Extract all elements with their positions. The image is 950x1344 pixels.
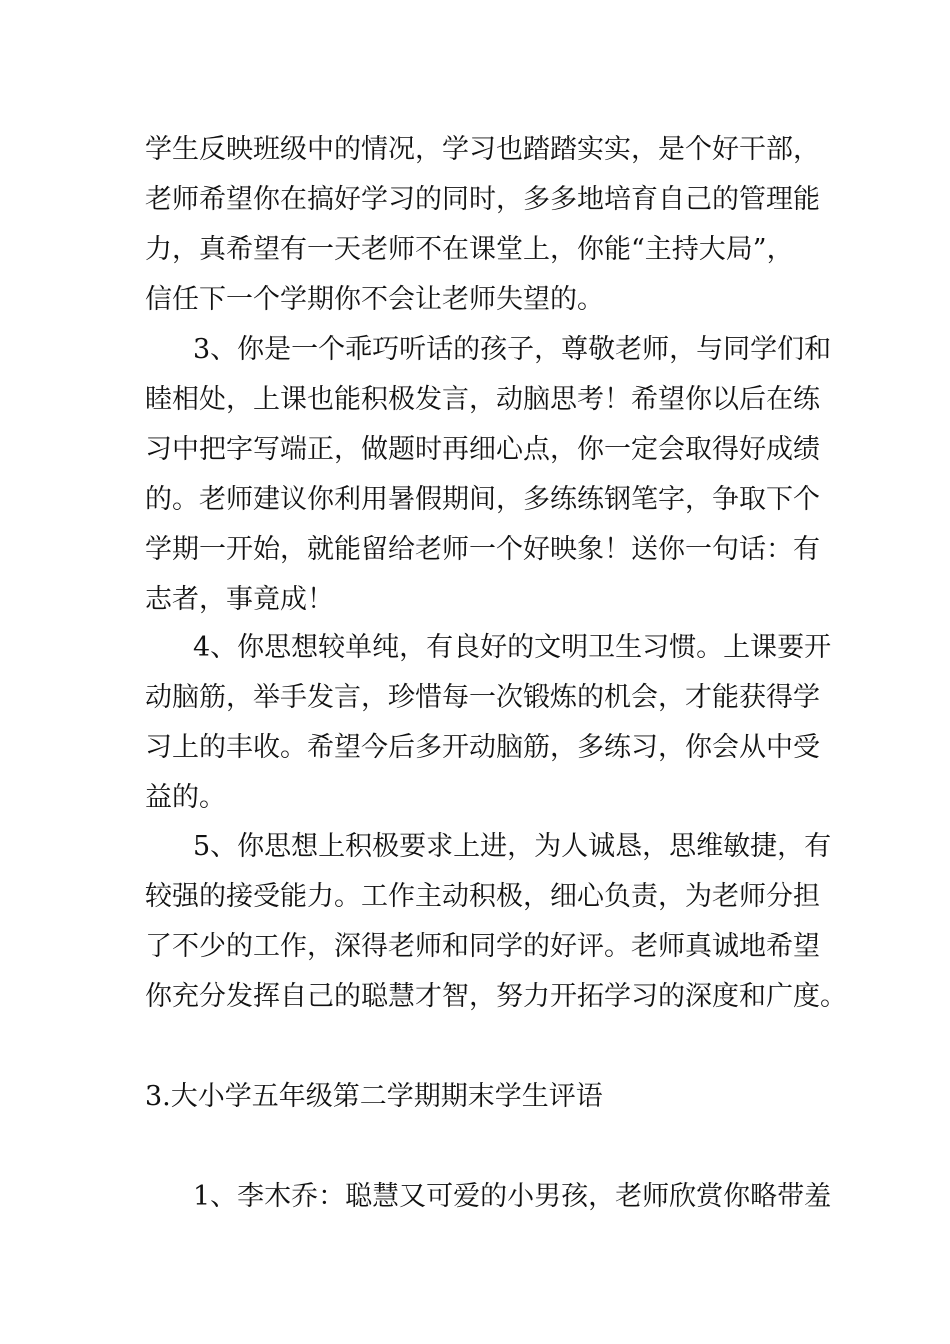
- paragraph-1-start: 1、李木乔：聪慧又可爱的小男孩，老师欣赏你略带羞: [193, 1181, 832, 1212]
- text-line: 学期一开始，就能留给老师一个好映象！送你一句话：有: [145, 534, 820, 565]
- text-line: 力，真希望有一天老师不在课堂上，你能“主持大局”，: [145, 234, 794, 265]
- text-line: 较强的接受能力。工作主动积极，细心负责，为老师分担: [145, 881, 820, 912]
- text-line: 信任下一个学期你不会让老师失望的。: [145, 284, 604, 315]
- text-line: 志者，事竟成！: [145, 584, 334, 615]
- text-line: 学生反映班级中的情况，学习也踏踏实实，是个好干部，: [145, 134, 820, 165]
- text-line: 益的。: [145, 782, 226, 813]
- text-line: 的。老师建议你利用暑假期间，多练练钢笔字，争取下个: [145, 484, 820, 515]
- paragraph-4-start: 4、你思想较单纯，有良好的文明卫生习惯。上课要开: [193, 632, 832, 663]
- text-line: 睦相处，上课也能积极发言，动脑思考！希望你以后在练: [145, 384, 820, 415]
- text-line: 习上的丰收。希望今后多开动脑筋，多练习，你会从中受: [145, 732, 820, 763]
- text-line: 了不少的工作，深得老师和同学的好评。老师真诚地希望: [145, 931, 820, 962]
- paragraph-3-start: 3、你是一个乖巧听话的孩子，尊敬老师，与同学们和: [193, 334, 832, 365]
- text-line: 你充分发挥自己的聪慧才智，努力开拓学习的深度和广度。: [145, 981, 847, 1012]
- section-heading: 3.大小学五年级第二学期期末学生评语: [145, 1081, 603, 1112]
- paragraph-5-start: 5、你思想上积极要求上进，为人诚恳，思维敏捷，有: [193, 831, 832, 862]
- text-line: 习中把字写端正，做题时再细心点，你一定会取得好成绩: [145, 434, 820, 465]
- text-line: 动脑筋，举手发言，珍惜每一次锻炼的机会，才能获得学: [145, 682, 820, 713]
- text-line: 老师希望你在搞好学习的同时，多多地培育自己的管理能: [145, 184, 820, 215]
